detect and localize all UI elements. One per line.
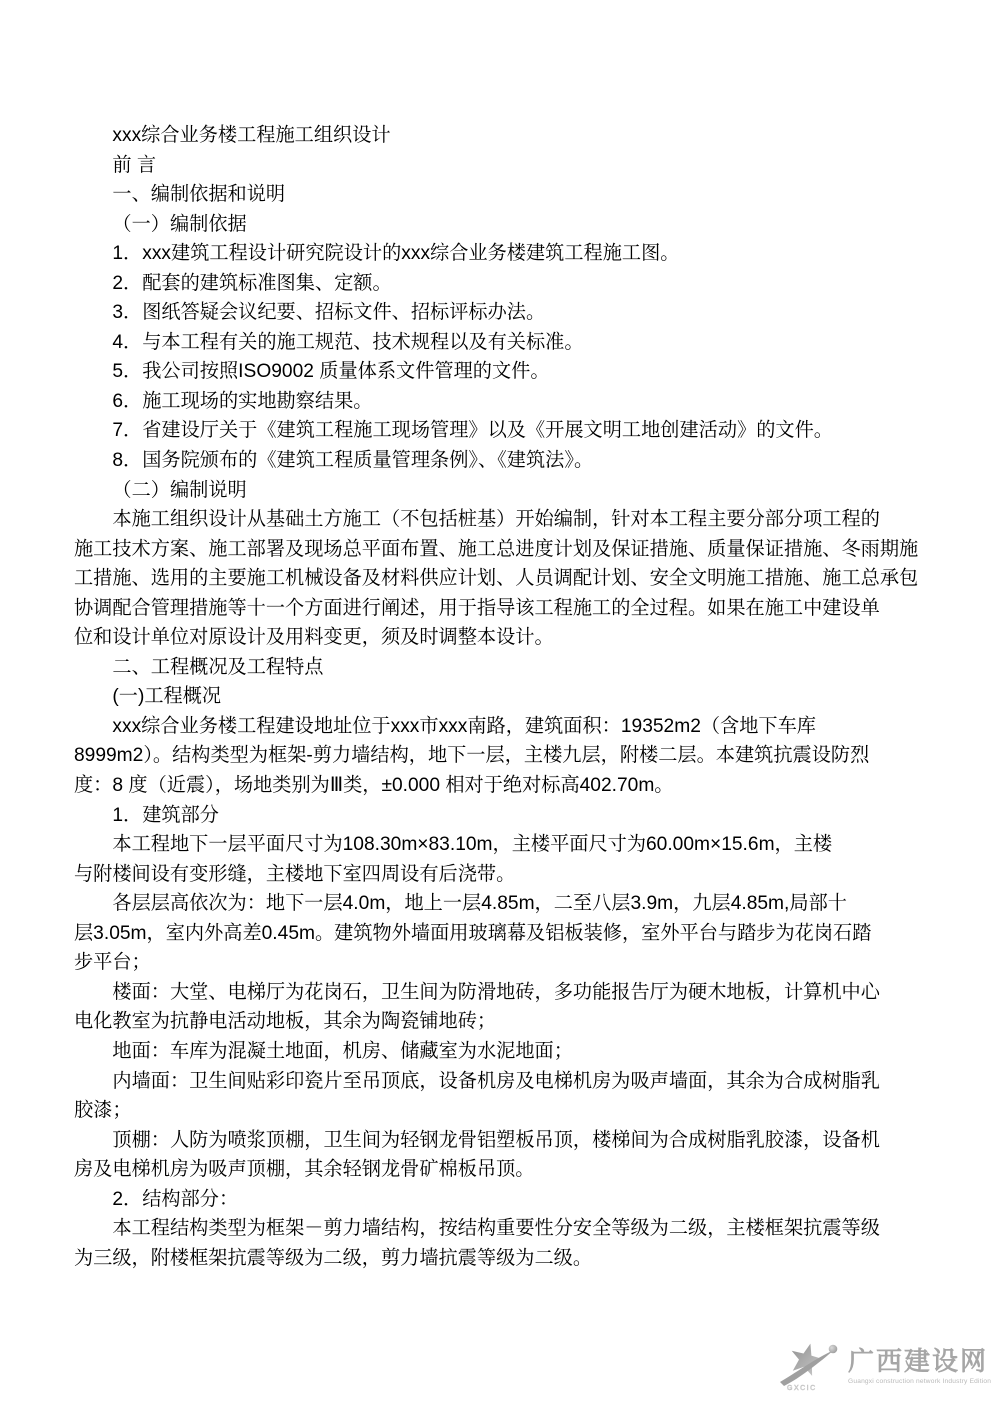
doc-line: 与附楼间设有变形缝，主楼地下室四周设有后浇带。 <box>74 863 516 885</box>
doc-line: 一、编制依据和说明 <box>112 184 286 206</box>
doc-line: 电化教室为抗静电活动地板，其余为陶瓷铺地砖； <box>74 1011 497 1033</box>
doc-line: （一）编制依据 <box>112 213 247 235</box>
doc-line: 1．xxx建筑工程设计研究院设计的xxx综合业务楼建筑工程施工图。 <box>112 243 680 265</box>
doc-line: 7．省建设厅关于《建筑工程施工现场管理》以及《开展文明工地创建活动》的文件。 <box>112 420 833 442</box>
paragraph <box>74 1214 924 1273</box>
doc-line: 8999m2）。结构类型为框架-剪力墙结构，地下一层，主楼九层，附楼二层。本建筑抗震设防烈 <box>74 745 870 767</box>
doc-line: 1．建筑部分 <box>112 804 219 826</box>
doc-line: 协调配合管理措施等十一个方面进行阐述，用于指导该工程施工的全过程。如果在施工中建设单 <box>74 597 880 619</box>
doc-line: 度：8 度（近震），场地类别为Ⅲ类，±0.000 相对于绝对标高402.70m。 <box>74 775 674 797</box>
paragraph <box>74 682 924 712</box>
watermark-title: 广西建设网 <box>848 1346 989 1376</box>
watermark-subtitle: Guangxi construction network Industry Edition <box>848 1377 992 1385</box>
doc-line: 5．我公司按照ISO9002 质量体系文件管理的文件。 <box>112 361 550 383</box>
doc-line: 本工程结构类型为框架－剪力墙结构，按结构重要性分安全等级为二级，主楼框架抗震等级 <box>112 1218 880 1240</box>
doc-line: 施工技术方案、施工部署及现场总平面布置、施工总进度计划及保证措施、质量保证措施、冬雨期施 <box>74 538 919 560</box>
paragraph <box>74 801 924 831</box>
paragraph <box>74 357 924 387</box>
doc-line: 为三级，附楼框架抗震等级为二级，剪力墙抗震等级为二级。 <box>74 1247 593 1269</box>
doc-line: 3．图纸答疑会议纪要、招标文件、招标评标办法。 <box>112 302 546 324</box>
paragraph <box>74 476 924 506</box>
watermark <box>776 1334 990 1398</box>
paragraph <box>74 712 924 801</box>
paragraph <box>74 239 924 269</box>
doc-line: 2．结构部分： <box>112 1188 239 1210</box>
doc-line: 楼面：大堂、电梯厅为花岗石，卫生间为防滑地砖，多功能报告厅为硬木地板，计算机中心 <box>112 981 880 1003</box>
paragraph <box>74 121 924 151</box>
paragraph <box>74 1185 924 1215</box>
paragraph <box>74 1037 924 1067</box>
doc-line: 位和设计单位对原设计及用料变更，须及时调整本设计。 <box>74 627 554 649</box>
doc-line: (一)工程概况 <box>112 686 222 708</box>
paragraph <box>74 387 924 417</box>
doc-line: 2．配套的建筑标准图集、定额。 <box>112 272 392 294</box>
paragraph <box>74 1126 924 1185</box>
paragraph <box>74 1067 924 1126</box>
document-body <box>74 121 924 1273</box>
doc-line: 地面：车库为混凝土地面，机房、储藏室为水泥地面； <box>112 1040 573 1062</box>
doc-line: 顶棚：人防为喷浆顶棚，卫生间为轻钢龙骨铝塑板吊顶，楼梯间为合成树脂乳胶漆，设备机 <box>112 1129 880 1151</box>
paragraph <box>74 416 924 446</box>
doc-line: 步平台； <box>74 952 151 974</box>
paragraph <box>74 269 924 299</box>
logo-caption: GXCIC <box>787 1385 817 1392</box>
doc-line: 工措施、选用的主要施工机械设备及材料供应计划、人员调配计划、安全文明施工措施、施工总承包 <box>74 568 919 590</box>
paragraph <box>74 298 924 328</box>
doc-line: 6．施工现场的实地勘察结果。 <box>112 390 373 412</box>
doc-line: 本施工组织设计从基础土方施工（不包括桩基）开始编制，针对本工程主要分部分项工程的 <box>112 509 880 531</box>
doc-line: 内墙面：卫生间贴彩印瓷片至吊顶底，设备机房及电梯机房为吸声墙面，其余为合成树脂乳 <box>112 1070 880 1092</box>
orbit-dot <box>829 1345 838 1354</box>
doc-line: xxx综合业务楼工程建设地址位于xxx市xxx南路，建筑面积：19352m2（含地下车库 <box>112 715 816 737</box>
doc-line: 4．与本工程有关的施工规范、技术规程以及有关标准。 <box>112 331 584 353</box>
doc-line: （二）编制说明 <box>112 479 247 501</box>
doc-line: 房及电梯机房为吸声顶棚，其余轻钢龙骨矿棉板吊顶。 <box>74 1159 535 1181</box>
paragraph <box>74 446 924 476</box>
doc-line: xxx综合业务楼工程施工组织设计 <box>112 125 391 146</box>
doc-line: 前 言 <box>112 154 157 176</box>
guangxi-construction-logo-icon <box>776 1336 846 1396</box>
paragraph <box>74 830 924 889</box>
paragraph <box>74 210 924 240</box>
doc-line: 胶漆； <box>74 1100 132 1122</box>
doc-line: 本工程地下一层平面尺寸为108.30m×83.10m，主楼平面尺寸为60.00m×15.6m，主楼 <box>112 834 833 856</box>
paragraph <box>74 653 924 683</box>
doc-line: 各层层高依次为：地下一层4.0m，地上一层4.85m，二至八层3.9m，九层4.85m,局部十 <box>112 893 847 915</box>
paragraph <box>74 180 924 210</box>
doc-line: 8．国务院颁布的《建筑工程质量管理条例》、《建筑法》。 <box>112 450 594 472</box>
paragraph <box>74 889 924 978</box>
doc-line: 二、工程概况及工程特点 <box>112 656 324 678</box>
paragraph <box>74 151 924 181</box>
paragraph <box>74 328 924 358</box>
doc-line: 层3.05m，室内外高差0.45m。建筑物外墙面用玻璃幕及铝板装修，室外平台与踏步为花岗石踏 <box>74 922 872 944</box>
paragraph <box>74 978 924 1037</box>
paragraph <box>74 505 924 653</box>
